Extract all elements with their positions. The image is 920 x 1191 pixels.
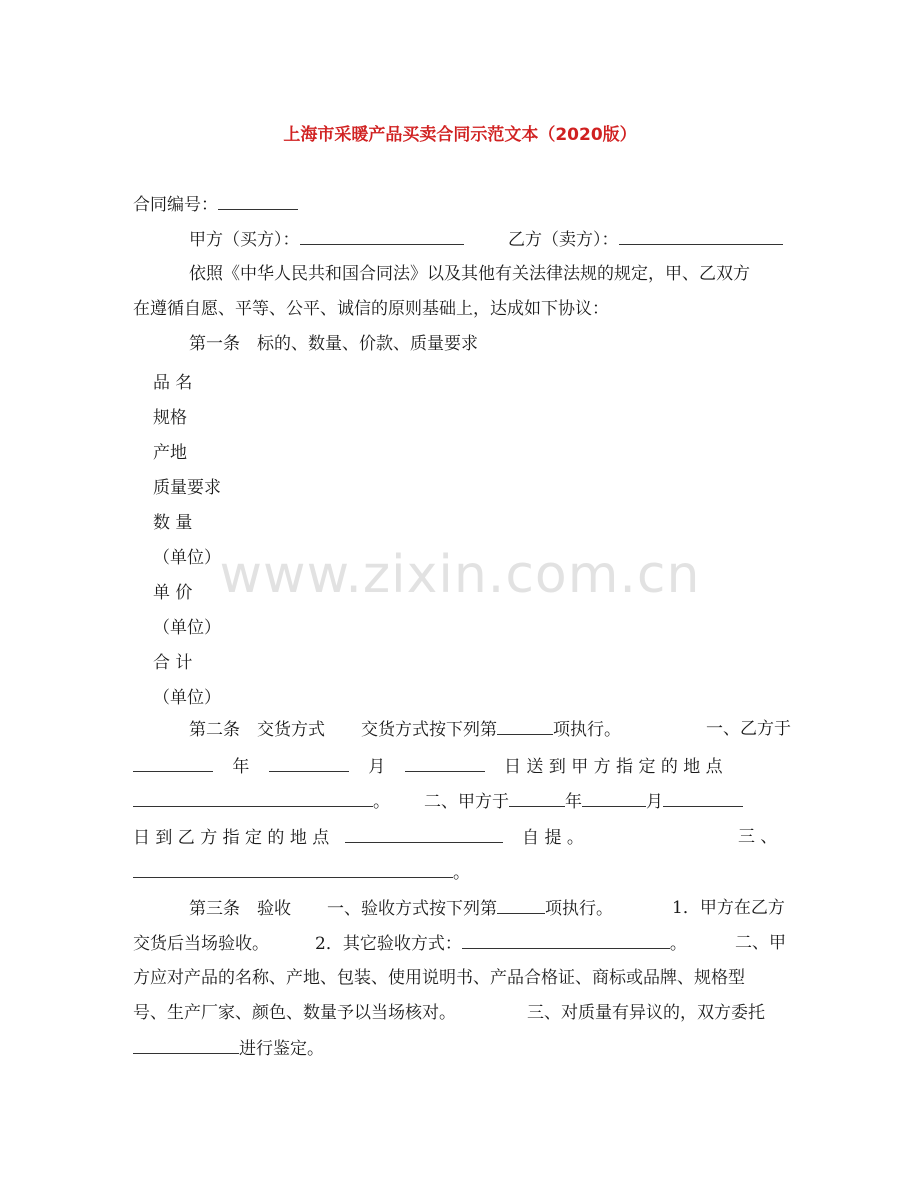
article-3-line-4: 号、生产厂家、颜色、数量予以当场核对。 xyxy=(133,1003,456,1023)
article-2-line-1: 第二条 交货方式 交货方式按下列第 项执行。 xyxy=(189,720,621,740)
item-name: 品 名 xyxy=(153,373,193,393)
item-unit: （单位） xyxy=(153,618,221,638)
contract-number-line xyxy=(133,193,298,216)
pickup-place-blank[interactable] xyxy=(345,826,503,843)
party-a-blank[interactable] xyxy=(300,228,464,245)
preamble-line-1: 依照《中华人民共和国合同法》以及其他有关法律法规的规定，甲、乙双方 xyxy=(189,264,750,284)
appraisal-agency-blank[interactable] xyxy=(133,1037,239,1054)
inspection-option-2: 二、甲 xyxy=(735,933,786,953)
item-quality: 质量要求 xyxy=(153,478,221,498)
preamble-line-2: 在遵循自愿、平等、公平、诚信的原则基础上，达成如下协议： xyxy=(133,299,609,319)
inspection-option-1-1: 1．甲方在乙方 xyxy=(672,898,785,918)
delivery-other-blank[interactable] xyxy=(133,861,453,878)
contract-number-blank[interactable] xyxy=(218,193,298,210)
article-3-line-5: 进行鉴定。 xyxy=(133,1037,324,1060)
delivery-option-blank[interactable] xyxy=(497,718,553,735)
delivery-day-blank[interactable] xyxy=(405,755,485,772)
delivery-option-3: 三 、 xyxy=(738,827,778,847)
delivery-place-blank[interactable] xyxy=(133,790,373,807)
delivery-year-blank[interactable] xyxy=(133,755,213,772)
item-origin: 产地 xyxy=(153,443,187,463)
article-2-heading: 第二条 交货方式 xyxy=(189,720,325,740)
article-3-line-2: 交货后当场验收。 2．其它验收方式： 。 xyxy=(133,934,687,954)
item-total: 合 计 xyxy=(153,653,193,673)
inspection-option-blank[interactable] xyxy=(497,897,545,914)
item-price: 单 价 xyxy=(153,583,193,603)
delivery-option-1: 一、乙方于 xyxy=(706,719,791,739)
item-quantity: 数 量 xyxy=(153,513,193,533)
party-b-blank[interactable] xyxy=(619,228,783,245)
delivery-month-blank[interactable] xyxy=(269,755,349,772)
party-a-line xyxy=(189,228,464,251)
contract-number-label: 合同编号： xyxy=(133,195,218,215)
item-unit: （单位） xyxy=(153,548,221,568)
article-3-heading: 第三条 验收 xyxy=(189,899,291,919)
other-inspection-blank[interactable] xyxy=(462,932,670,949)
article-3-line-1: 第三条 验收 一、验收方式按下列第 项执行。 xyxy=(189,899,613,919)
article-2-line-4: 日 到 乙 方 指 定 的 地 点 自 提 。 xyxy=(133,828,584,848)
article-2-option-2: 二、甲方于 年 月 xyxy=(424,790,743,813)
item-spec: 规格 xyxy=(153,408,187,428)
article-3-line-3: 方应对产品的名称、产地、包装、使用说明书、产品合格证、商标或品牌、规格型 xyxy=(133,968,745,988)
inspection-option-3: 三、对质量有异议的，双方委托 xyxy=(527,1003,765,1023)
article-2-line-2: 年 月 日 送 到 甲 方 指 定 的 地 点 xyxy=(133,755,723,778)
watermark: www.zixin.com.cn xyxy=(219,545,701,605)
document-title: 上海市采暖产品买卖合同示范文本（2020版） xyxy=(283,125,637,145)
party-b-label: 乙方（卖方）： xyxy=(508,230,619,250)
pickup-month-blank[interactable] xyxy=(582,790,646,807)
party-b-line xyxy=(508,228,783,251)
pickup-year-blank[interactable] xyxy=(509,790,565,807)
article-1-heading: 第一条 标的、数量、价款、质量要求 xyxy=(189,334,478,354)
item-unit: （单位） xyxy=(153,688,221,708)
article-2-line-5: 。 xyxy=(133,861,470,884)
party-a-label: 甲方（买方）： xyxy=(189,230,300,250)
article-2-line-3: 。 xyxy=(133,790,390,813)
pickup-day-blank[interactable] xyxy=(663,790,743,807)
